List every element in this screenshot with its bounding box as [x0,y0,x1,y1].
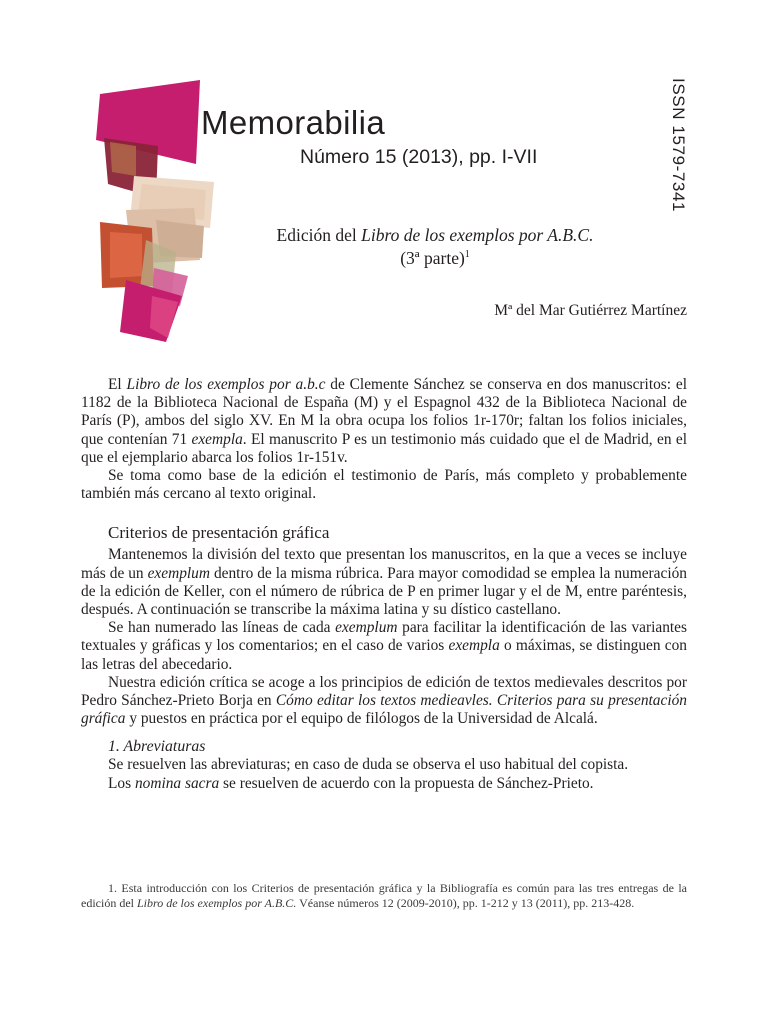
section-heading-criteria: Criterios de presentación gráfica [108,523,330,543]
title-work: Libro de los exemplos por A.B.C. [361,225,594,245]
title-prefix: Edición del [276,225,362,245]
abbreviations-paragraph-1: Se resuelven las abreviaturas; en caso de duda se observa el uso habitual del copista. [108,756,629,774]
article-body [81,376,687,793]
footnote-marker: 1 [464,249,470,261]
author-name: Mª del Mar Gutiérrez Martínez [494,302,687,319]
footnote: 1. Esta introducción con los Criterios de presentación gráfica y la Bibliografía es común para las tres entregas de la edición del Libro de los exemplos por A.B.C. Véanse números 12 (2009-2010), pp. 1-212 y 13 (2011), pp. 213-428. [81,881,687,910]
subsection-heading-abbreviations: 1. Abreviaturas [108,738,206,756]
issue-info: Número 15 (2013), pp. I-VII [300,146,538,168]
intro-paragraph-2: Se toma como base de la edición el testimonio de París, más completo y probablemente también más cercano al texto original. [81,467,687,503]
memorabilia-collage-logo [96,80,216,350]
title-part: (3ª parte) [400,248,465,268]
issn-label: ISSN 1579-7341 [669,78,688,213]
article-subtitle [180,247,690,270]
criteria-paragraph-1: Mantenemos la división del texto que presentan los manuscritos, en la que a veces se incluye más de un exemplum dentro de la misma rúbrica. Para mayor comodidad se emplea la numeración de la edición de Keller, con el número de rúbrica de P en primer lugar y el de M, entre paréntesis, después. A continuación se transcribe la máxima latina y su dístico castellano. [81,546,687,619]
criteria-paragraph-3: Nuestra edición crítica se acoge a los principios de edición de textos medievales descritos por Pedro Sánchez-Prieto Borja en Cómo editar los textos medieavles. Criterios para su presentación gráfica y puestos en práctica por el equipo de filólogos de la Universidad de Alcalá. [81,673,688,728]
criteria-paragraph-2: Se han numerado las líneas de cada exemplum para facilitar la identificación de las variantes textuales y gráficas y los comentarios; en el caso de varios exempla o máximas, se distinguen con las letras del abecedario. [81,619,687,673]
abbreviations-paragraph-2: Los nomina sacra se resuelven de acuerdo con la propuesta de Sánchez-Prieto. [108,774,594,792]
article-title [180,224,690,247]
journal-title: Memorabilia [201,104,386,141]
intro-paragraph-1: El Libro de los exemplos por a.b.c de Clemente Sánchez se conserva en dos manuscritos: el 1182 de la Biblioteca Nacional de España (M) y el Espagnol 432 de la Biblioteca Nacional de París (P), ambos del siglo XV. En M la obra ocupa los folios 1r-170r; faltan los folios iniciales, que contenían 71 exempla. El manuscrito P es un testimonio más cuidado que el de Madrid, en el que el ejemplario abarca los folios 1r-151v. [81,376,688,466]
